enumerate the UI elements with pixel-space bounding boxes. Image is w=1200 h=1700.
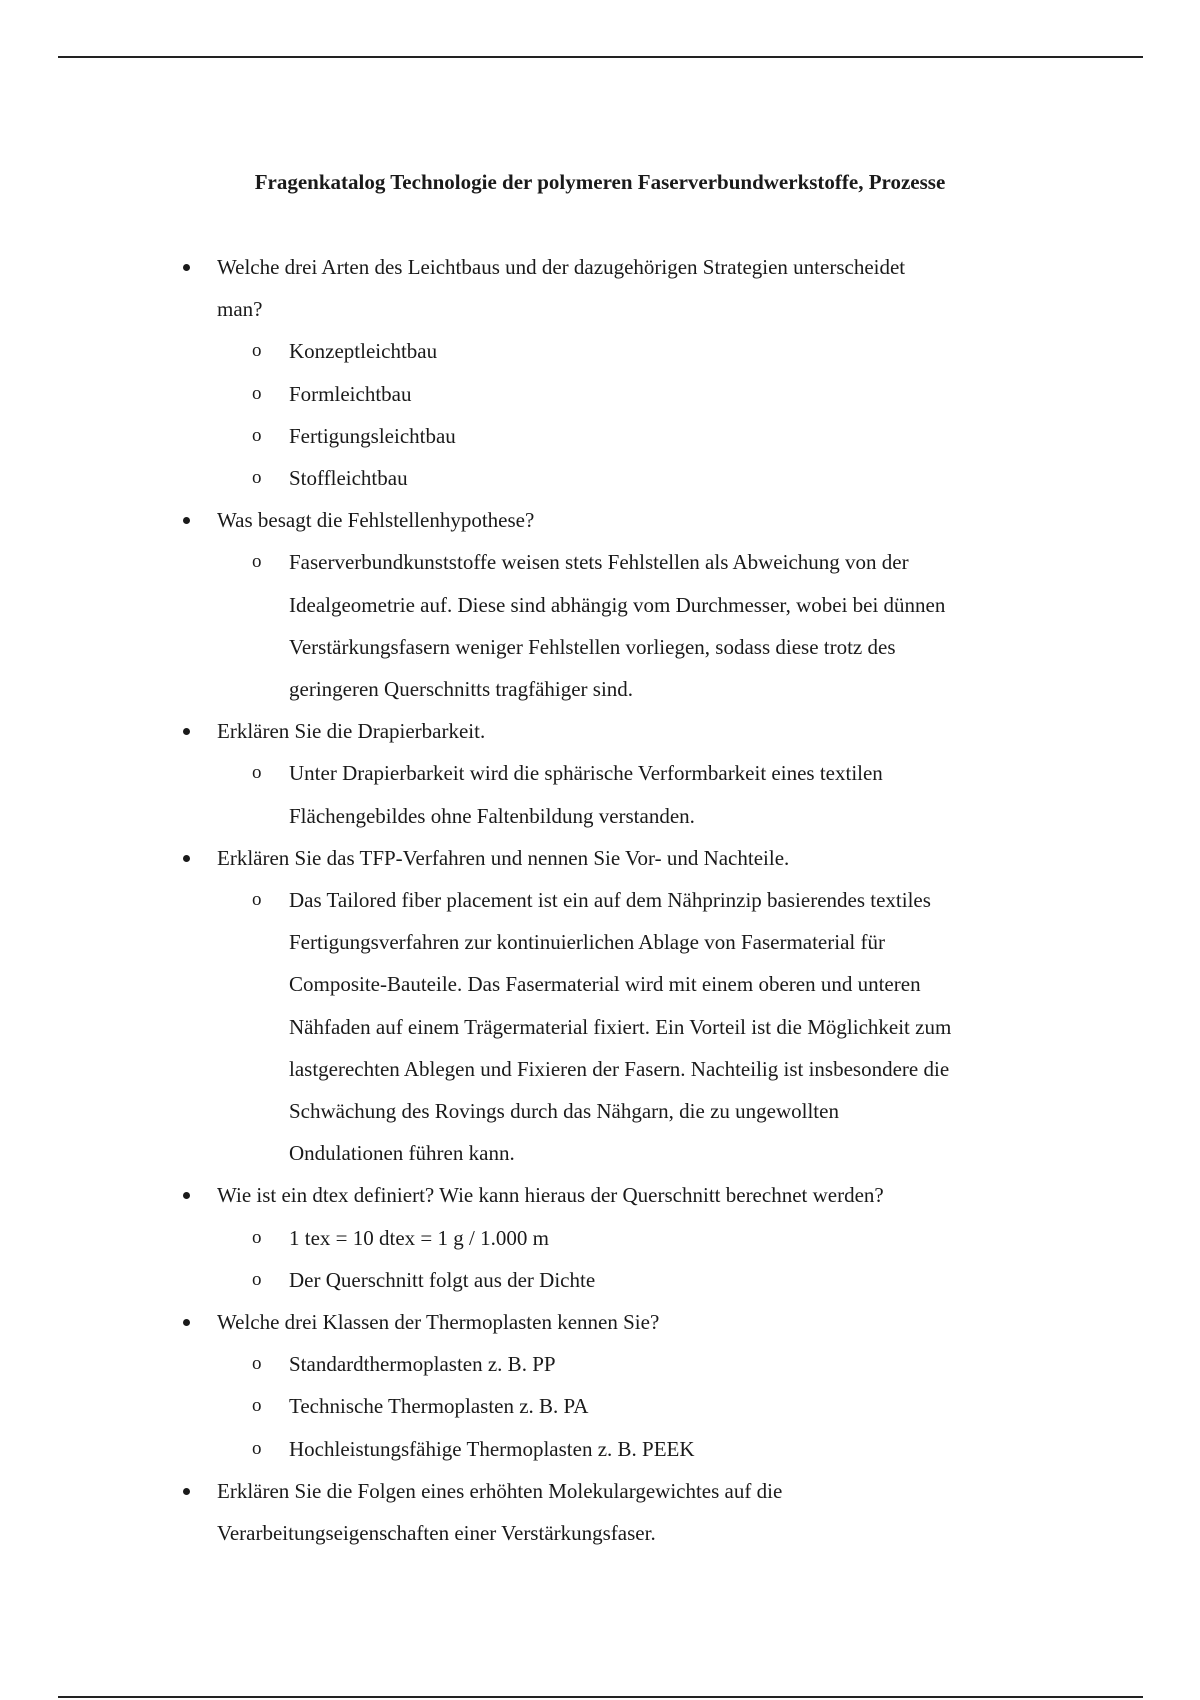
bullet-icon bbox=[183, 1192, 190, 1199]
answer-text: Composite-Bauteile. Das Fasermaterial wird mit einem oberen und unteren bbox=[289, 972, 921, 997]
sub-bullet-icon: o bbox=[252, 340, 262, 362]
question-text: Erklären Sie die Drapierbarkeit. bbox=[217, 719, 486, 744]
sub-bullet-icon: o bbox=[252, 1395, 262, 1417]
answer-text: Nähfaden auf einem Trägermaterial fixiert. Ein Vorteil ist die Möglichkeit zum bbox=[289, 1014, 952, 1039]
answer-text: Technische Thermoplasten z. B. PA bbox=[289, 1394, 589, 1419]
sub-bullet-icon: o bbox=[252, 1268, 262, 1290]
document-title: Fragenkatalog Technologie der polymeren Faserverbundwerkstoffe, Prozesse bbox=[254, 170, 946, 194]
bullet-icon bbox=[183, 1319, 190, 1326]
answer-text: Unter Drapierbarkeit wird die sphärische Verformbarkeit eines textilen bbox=[289, 761, 883, 786]
answer-text: lastgerechten Ablegen und Fixieren der Fasern. Nachteilig ist insbesondere die bbox=[289, 1056, 950, 1081]
question-text: Was besagt die Fehlstellenhypothese? bbox=[217, 508, 535, 533]
sub-bullet-icon: o bbox=[252, 1353, 262, 1375]
answer-text: Ondulationen führen kann. bbox=[289, 1141, 515, 1166]
question-text: Welche drei Klassen der Thermoplasten kennen Sie? bbox=[217, 1310, 660, 1334]
answer-text: Faserverbundkunststoffe weisen stets Fehlstellen als Abweichung von der bbox=[289, 550, 909, 575]
sub-bullet-icon: o bbox=[252, 551, 262, 573]
answer-text: Fertigungsverfahren zur kontinuierlichen Ablage von Fasermaterial für bbox=[289, 930, 885, 955]
answer-text: Konzeptleichtbau bbox=[289, 339, 438, 364]
answer-text: Hochleistungsfähige Thermoplasten z. B. PEEK bbox=[289, 1436, 695, 1461]
sub-bullet-icon: o bbox=[252, 424, 262, 446]
question-text: Verarbeitungseigenschaften einer Verstärkungsfaser. bbox=[217, 1521, 656, 1545]
answer-text: 1 tex = 10 dtex = 1 g / 1.000 m bbox=[289, 1225, 549, 1250]
answer-text: Das Tailored fiber placement ist ein auf dem Nähprinzip basierendes textiles bbox=[289, 888, 931, 912]
answer-text: Verstärkungsfasern weniger Fehlstellen vorliegen, sodass diese trotz des bbox=[289, 634, 896, 659]
sub-bullet-icon: o bbox=[252, 889, 262, 910]
answer-text: Standardthermoplasten z. B. PP bbox=[289, 1352, 556, 1377]
question-text: Erklären Sie die Folgen eines erhöhten Molekulargewichtes auf die bbox=[217, 1478, 783, 1503]
header-rule bbox=[58, 56, 1143, 58]
bullet-icon bbox=[183, 1488, 190, 1495]
answer-text: Schwächung des Rovings durch das Nähgarn, die zu ungewollten bbox=[289, 1099, 839, 1123]
answer-text: Idealgeometrie auf. Diese sind abhängig vom Durchmesser, wobei bei dünnen bbox=[289, 592, 946, 617]
question-text: Wie ist ein dtex definiert? Wie kann hieraus der Querschnitt berechnet werden? bbox=[217, 1183, 884, 1208]
bullet-icon bbox=[183, 855, 190, 862]
footer-rule bbox=[58, 1696, 1143, 1698]
answer-text: Stoffleichtbau bbox=[289, 466, 408, 490]
answer-text: geringeren Querschnitts tragfähiger sind. bbox=[289, 677, 634, 701]
answer-text: Fertigungsleichtbau bbox=[289, 423, 456, 448]
bullet-icon bbox=[183, 517, 190, 524]
bullet-icon bbox=[183, 728, 190, 735]
sub-bullet-icon: o bbox=[252, 467, 262, 488]
sub-bullet-icon: o bbox=[252, 762, 262, 784]
answer-text: Der Querschnitt folgt aus der Dichte bbox=[289, 1267, 596, 1292]
question-text: man? bbox=[217, 297, 263, 322]
bullet-icon bbox=[183, 264, 190, 271]
answer-text: Formleichtbau bbox=[289, 381, 412, 406]
question-text: Erklären Sie das TFP-Verfahren und nennen Sie Vor- und Nachteile. bbox=[217, 845, 790, 870]
sub-bullet-icon: o bbox=[252, 1437, 262, 1459]
sub-bullet-icon: o bbox=[252, 1226, 262, 1248]
answer-text: Flächengebildes ohne Faltenbildung verstanden. bbox=[289, 803, 695, 828]
question-text: Welche drei Arten des Leichtbaus und der dazugehörigen Strategien unterscheidet bbox=[217, 255, 906, 279]
sub-bullet-icon: o bbox=[252, 382, 262, 404]
